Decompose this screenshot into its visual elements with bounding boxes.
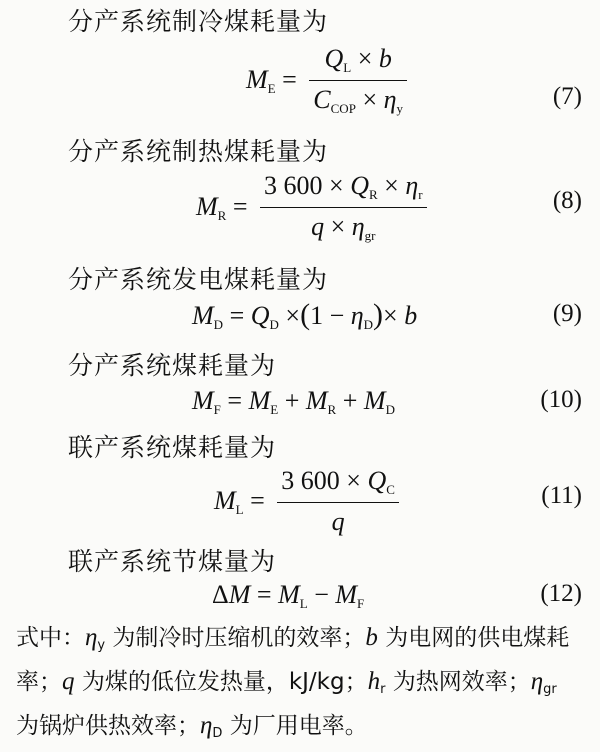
- equation-11: $M_L$ = $\frac{3 600 \times Q_C}{q}$: [214, 466, 399, 537]
- equation-12: $\Delta M = M_L - M_F$: [212, 580, 365, 611]
- label-eq12: 联产系统节煤量为: [68, 547, 277, 576]
- variable-definitions: 式中：$\eta_y$ 为制冷时压缩机的效率；b 为电网的供电煤耗率；q 为煤的低位发热量，kJ/kg；$h_r$ 为热网效率；$\eta_{gr}$ 为锅炉供热效率；$\eta_D$ 为厂用电率。: [16, 624, 570, 741]
- eq-number-8: (8): [552, 187, 582, 214]
- fraction-8: $\frac{3 600 \times Q_R \times \eta_r}{q \times \eta_{gr}}$: [260, 171, 427, 244]
- label-eq9: 分产系统发电煤耗量为: [68, 265, 329, 294]
- fraction-11: $\frac{3 600 \times Q_C}{q}$: [277, 466, 399, 537]
- fraction-7: $\frac{Q_L \times b}{C_{COP} \times \eta_y}$: [309, 44, 407, 117]
- label-eq7: 分产系统制冷煤耗量为: [68, 7, 329, 36]
- label-eq11: 联产系统煤耗量为: [68, 433, 277, 462]
- eq-number-9: (9): [552, 300, 582, 327]
- eq-number-7: (7): [552, 83, 582, 110]
- eq-number-12: (12): [540, 580, 582, 607]
- label-eq10: 分产系统煤耗量为: [68, 351, 277, 380]
- eq-number-10: (10): [540, 386, 582, 413]
- equation-8: $M_R$ = $\frac{3 600 \times Q_R \times \eta_r}{q \times \eta_{gr}}$: [196, 171, 427, 244]
- equation-10: $M_F = M_E + M_R + M_D$: [192, 386, 395, 417]
- equation-7: $M_E$ = $\frac{Q_L \times b}{C_{COP} \times \eta_y}$: [246, 44, 407, 117]
- equation-9: $M_D = Q_D \times(1 - \eta_D)\times b$: [192, 298, 418, 332]
- eq-number-11: (11): [541, 482, 582, 509]
- label-eq8: 分产系统制热煤耗量为: [68, 137, 329, 166]
